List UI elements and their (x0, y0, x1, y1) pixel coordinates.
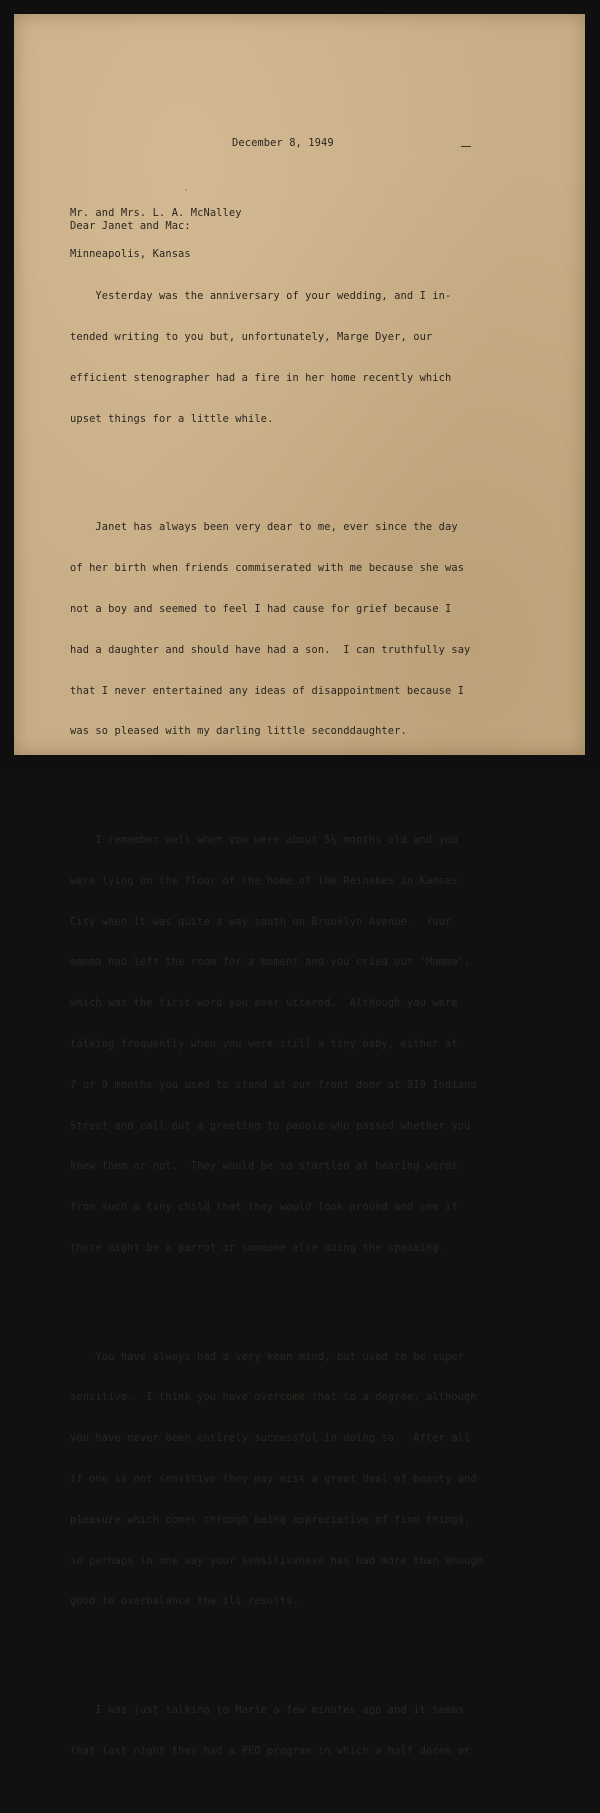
pen-tick-mark: ′ (185, 189, 188, 199)
body-line: that last night they had a PEO program in which a half dozen or (70, 1744, 471, 1757)
paragraph-janet (70, 494, 483, 766)
body-line: had a daughter and should have had a son. I can truthfully say (70, 643, 471, 656)
body-line: knew them or not. They would be so startled at hearing words (70, 1160, 458, 1173)
body-line: I was just talking to Marie a few minutes ago and it seems (70, 1704, 465, 1717)
body-line: sensitive. I think you have overcome that to a degree, although (70, 1391, 477, 1404)
body-line: of her birth when friends commiserated with me because she was (70, 562, 465, 575)
body-line: I remember well when you were about 5½ months old and you (70, 834, 458, 847)
letter-body (70, 236, 483, 1813)
body-line: there might be a parrot or someone else doing the speaking. (70, 1241, 445, 1254)
body-line: You have always had a very keen mind, but used to be super (70, 1350, 465, 1363)
body-line: pleasure which comes through being appreciative of find things, (70, 1513, 471, 1526)
paragraph-sensitive (70, 1324, 483, 1637)
body-line: Janet has always been very dear to me, ever since the day (70, 521, 458, 534)
body-line: efficient stenographer had a fire in her home recently which (70, 371, 452, 384)
body-line: Yesterday was the anniversary of your wedding, and I in- (70, 290, 452, 303)
addressee-city: Minneapolis, Kansas (70, 247, 191, 260)
body-line: if one is not sensitive they may miss a great deal of beauty and (70, 1473, 477, 1486)
body-line: 7 or 9 months you used to stand at our front door at 919 Indiana (70, 1078, 477, 1091)
body-line: good to overbalance the ill results. (70, 1595, 299, 1608)
body-line: was so pleased with my darling little seconddaughter. (70, 725, 407, 738)
paragraph-anniversary (70, 263, 483, 453)
body-line: not a boy and seemed to feel I had cause for grief because I (70, 603, 452, 616)
body-line: from such a tiny child that they would look around and see if (70, 1201, 458, 1214)
body-line: tended writing to you but, unfortunately, Marge Dyer, our (70, 331, 433, 344)
body-line: talking frequently when you were still a tiny baby, either at (70, 1038, 458, 1051)
letter-date: December 8, 1949 (232, 137, 334, 149)
paragraph-marie (70, 1677, 483, 1786)
body-line: upset things for a little while. (70, 412, 274, 425)
paragraph-first-word (70, 807, 483, 1283)
body-line: Street and call out a greeting to people who passed whether you (70, 1119, 471, 1132)
addressee-name: Mr. and Mrs. L. A. McNalley (70, 207, 242, 220)
body-line: that I never entertained any ideas of disappointment because I (70, 684, 465, 697)
body-line: mamma had left the room for a moment and you cried out "Mamma", (70, 956, 471, 969)
typed-dash-mark (461, 146, 471, 147)
body-line: City when it was quite a way south on Brooklyn Avenue. Your (70, 915, 452, 928)
salutation: Dear Janet and Mac: (70, 220, 191, 232)
body-line: were lying on the floor of the home of the Reinekes in Kansas (70, 874, 458, 887)
body-line: which was the first word you ever uttered. Although you were (70, 997, 458, 1010)
body-line: so perhaps in one way your sensitiveness has had more than enough (70, 1554, 484, 1567)
body-line: you have never been entirely successful in doing so. After all (70, 1432, 471, 1445)
